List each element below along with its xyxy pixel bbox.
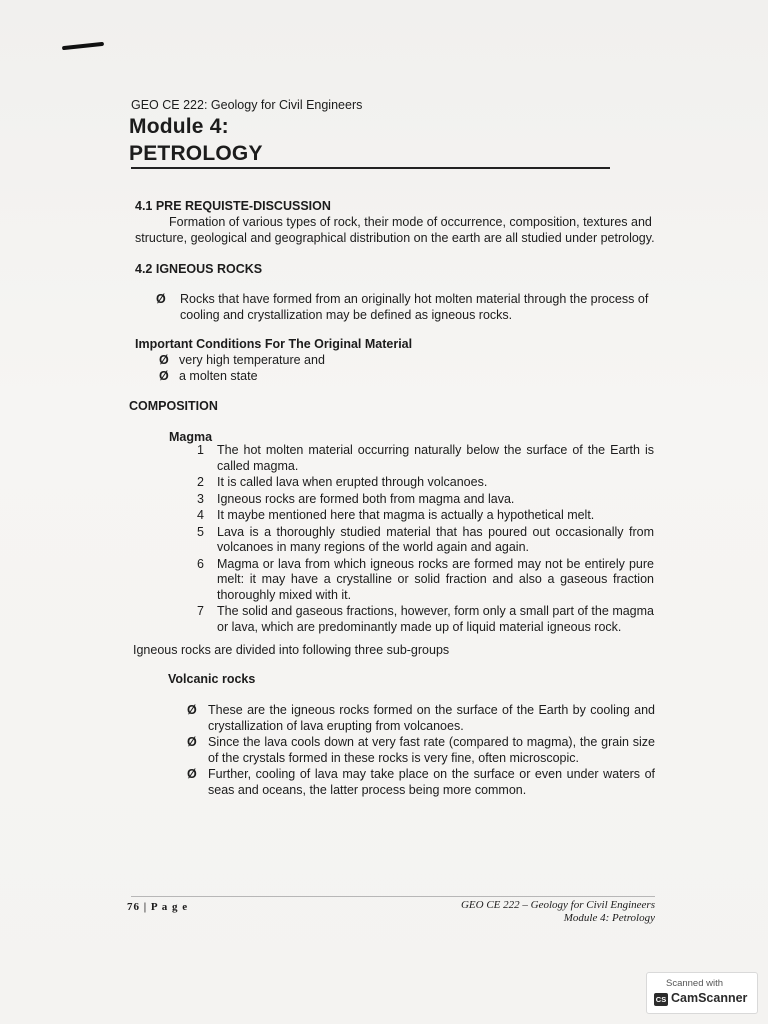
- bullet-text: Since the lava cools down at very fast rate (compared to magma), the grain size of the crystals formed in these rocks is very fine, often microscopic.: [208, 735, 655, 765]
- item-number: 1: [197, 443, 204, 457]
- item-text: Magma or lava from which igneous rocks are formed may not be entirely pure melt: it may have a crystalline or solid fraction and also a gaseous fraction thoroughly mixed with it.: [217, 556, 654, 602]
- list-item: [197, 492, 654, 508]
- module-name: PETROLOGY: [129, 142, 263, 165]
- conditions-list: [159, 352, 559, 384]
- bullet-text: These are the igneous rocks formed on the surface of the Earth by cooling and crystallization of lava erupting from volcanoes.: [208, 703, 655, 733]
- item-text: It maybe mentioned here that magma is actually a hypothetical melt.: [217, 508, 595, 522]
- section-4-2-heading: 4.2 IGNEOUS ROCKS: [135, 262, 263, 276]
- bullet-text: very high temperature and: [179, 353, 325, 367]
- bullet-symbol: Ø: [159, 353, 169, 367]
- list-item: [197, 525, 654, 556]
- item-number: 5: [197, 524, 204, 539]
- list-item: [187, 766, 655, 798]
- bullet-symbol: Ø: [187, 767, 197, 781]
- footer-module-title: Module 4: Petrology: [563, 912, 655, 924]
- section-4-1-paragraph: [135, 214, 655, 246]
- list-item: [197, 557, 654, 604]
- item-number: 7: [197, 604, 204, 618]
- course-header: GEO CE 222: Geology for Civil Engineers: [131, 98, 363, 112]
- pen-mark: [62, 42, 104, 50]
- item-text: Igneous rocks are formed both from magma and lava.: [217, 491, 515, 506]
- list-item: [197, 604, 654, 635]
- bullet-symbol: Ø: [187, 703, 197, 717]
- item-number: 4: [197, 508, 204, 522]
- list-item: [197, 475, 654, 491]
- page-number: 76 | P a g e: [127, 901, 189, 913]
- bullet-text: a molten state: [179, 369, 258, 383]
- list-item: [159, 368, 559, 384]
- bullet-symbol: Ø: [156, 292, 166, 306]
- item-text: It is called lava when erupted through volcanoes.: [217, 475, 488, 489]
- module-title: [129, 113, 263, 167]
- magma-subheading: Magma: [169, 430, 213, 444]
- paragraph-line-1: Formation of various types of rock, their mode of occurrence, composition, textures and: [169, 215, 652, 229]
- watermark-app-name: CamScanner: [671, 991, 748, 1005]
- item-number: 3: [197, 491, 204, 506]
- list-item: [197, 508, 654, 524]
- bullet-text: Further, cooling of lava may take place on the surface or even under waters of seas and oceans, the latter process being more common.: [208, 767, 655, 797]
- igneous-definition-list: [156, 291, 654, 323]
- camscanner-logo-icon: CS: [655, 995, 667, 1004]
- footer-rule: [131, 896, 655, 897]
- section-4-1-heading: 4.1 PRE REQUISTE-DISCUSSION: [135, 199, 331, 213]
- volcanic-heading: Volcanic rocks: [168, 672, 256, 686]
- list-item: [159, 352, 559, 368]
- watermark-caption: Scanned with: [666, 978, 724, 989]
- module-number: Module 4:: [129, 115, 229, 138]
- title-rule: [131, 167, 610, 169]
- item-number: 2: [197, 475, 204, 489]
- list-item: [197, 443, 654, 474]
- item-number: 6: [197, 556, 204, 571]
- conditions-heading: Important Conditions For The Original Material: [135, 337, 413, 351]
- composition-heading: COMPOSITION: [129, 399, 218, 413]
- bullet-text: Rocks that have formed from an originally hot molten material through the process of cooling and crystallization may be defined as igneous rocks.: [180, 292, 649, 322]
- bullet-symbol: Ø: [187, 735, 197, 749]
- paragraph-line-2: structure, geological and geographical distribution on the earth are all studied under petrology.: [135, 231, 655, 245]
- footer-course-title: GEO CE 222 – Geology for Civil Engineers: [460, 899, 655, 911]
- item-text: Lava is a thoroughly studied material that has poured out occasionally from volcanoes in many regions of the world again and again.: [217, 524, 654, 554]
- footer-course: [461, 899, 655, 925]
- item-text: The solid and gaseous fractions, however, form only a small part of the magma or lava, which are predominantly made up of liquid material igneous rock.: [217, 604, 654, 634]
- magma-numbered-list: [197, 443, 654, 635]
- volcanic-list: [187, 702, 655, 798]
- list-item: [187, 702, 655, 734]
- bullet-symbol: Ø: [159, 369, 169, 383]
- camscanner-watermark: [646, 972, 758, 1014]
- item-text: The hot molten material occurring naturally below the surface of the Earth is called magma.: [217, 443, 654, 473]
- subgroups-intro: Igneous rocks are divided into following three sub-groups: [133, 643, 450, 657]
- list-item: [156, 291, 654, 323]
- list-item: [187, 734, 655, 766]
